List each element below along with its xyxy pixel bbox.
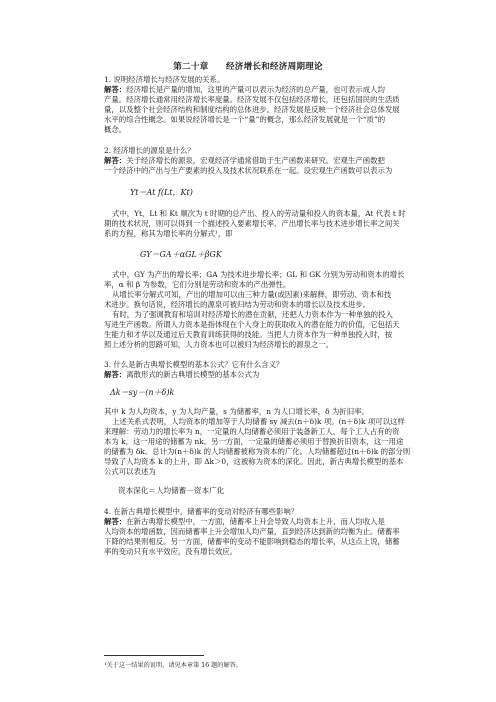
answer-2-para3-line-5: 写进生产函数。所谓人力资本是指体现在个人身上的获取收入的潜在能力的价值，它包括天 (104, 320, 400, 329)
answer-2-para3-line-4: 有时，为了强调教育和培训对经济增长的潜在贡献，还把人力资本作为一种单独的投入 (112, 310, 393, 319)
production-function-formula: Yt＝At f(Lt，Kt) (130, 188, 193, 197)
capital-deepening-formula: 资本深化＝人均储蓄－资本广化 (118, 486, 225, 495)
answer-1-line-0: 解答：经济增长是产量的增加，这里的产量可以表示为经济的总产量，也可表示成人均 (104, 85, 385, 94)
answer-2-para2-line-2: 系的方程，称其为增长率的分解式¹，即 (104, 229, 233, 238)
answer-label: 解答： (104, 156, 127, 165)
answer-2-para3-line-1: 率，α 和 β 为参数，它们分别是劳动和资本的产出弹性。 (104, 280, 291, 289)
question-4: 4. 在新古典增长模型中，储蓄率的变动对经济有哪些影响？ (104, 507, 299, 516)
answer-label: 解答： (104, 517, 127, 526)
answer-1-line-3: 水平的综合性概念。如果说经济增长是一个“量”的概念，那么经济发展就是一个“质”的 (104, 115, 386, 124)
answer-3-line-0: 解答：离散形式的新古典增长模型的基本公式为 (104, 370, 260, 379)
answer-2-para3-line-6: 生能力和才华以及通过后天教育训练获得的技能。当把人力资本作为一种单独投入时，按 (104, 330, 393, 339)
question-1: 1. 说明经济增长与经济发展的关系。 (104, 75, 225, 84)
answer-label: 解答： (104, 370, 127, 379)
footnote-divider (104, 655, 204, 656)
answer-1-line-1: 产量。经济增长通常用经济增长率度量。经济发展不仅包括经济增长，还包括国民的生活质 (104, 95, 400, 104)
neoclassical-growth-formula: Δk＝sy－(n＋δ)k (110, 388, 175, 397)
question-3: 3. 什么是新古典增长模型的基本公式？它有什么含义？ (104, 360, 284, 369)
answer-3-para2-line-4: 的储蓄为 δk。总计为(n＋δ)k 的人均储蓄被称为资本的广化。人均储蓄超过(n＋δ)k 的部分则 (104, 447, 411, 456)
question-2: 2. 经济增长的源泉是什么？ (104, 146, 195, 155)
answer-3-para2-line-3: 本为 k，这一用途的储蓄为 nk。另一方面，一定量的储蓄必须用于替换折旧资本，这一用途 (104, 437, 404, 446)
answer-3-para2-line-0: 其中 k 为人均资本，y 为人均产量，s 为储蓄率，n 为人口增长率，δ 为折旧率。 (104, 407, 369, 416)
answer-1-line-2: 量，以及整个社会经济结构和制度结构的总体进步。经济发展是反映一个经济社会总体发展 (104, 105, 400, 114)
answer-3-para2-line-5: 导致了人均资本 k 的上升，即 Δk＞0，这被称为资本的深化。因此，新古典增长模型的基本 (104, 457, 404, 466)
answer-4-line-3: 率的变动只有水平效应，没有增长效应。 (104, 547, 238, 556)
answer-2-para2-line-0: 式中，Yt、Lt 和 Kt 顺次为 t 时期的总产出、投入的劳动量和投入的资本量，At 代表 t 时 (112, 209, 406, 218)
answer-2-line-0: 解答：关于经济增长的源泉，宏观经济学通常借助于生产函数来研究。宏观生产函数把 (104, 156, 385, 165)
growth-decomposition-formula: GY＝GA＋αGL＋βGK (140, 250, 222, 259)
answer-2-para3-line-7: 照上述分析的思路可知，人力资本也可以被归为经济增长的源泉之一。 (104, 340, 334, 349)
answer-2-para2-line-1: 期的技术状况，则可以得到一个描述投入要素增长率、产出增长率与技术进步增长率之间关 (104, 219, 400, 228)
answer-2-para3-line-2: 从增长率分解式可知，产出的增加可以由三种力量(或因素)来解释，即劳动、资本和技 (112, 290, 392, 299)
answer-3-para2-line-6: 公式可以表述为 (104, 467, 156, 476)
answer-label: 解答： (104, 85, 127, 94)
answer-3-para2-line-2: 来理解：劳动力的增长率为 n，一定量的人均储蓄必须用于装备新工人，每个工人占有的资 (104, 427, 400, 436)
answer-2-para3-line-0: 式中，GY 为产出的增长率；GA 为技术进步增长率；GL 和 GK 分别为劳动和资本的增长 (112, 270, 405, 279)
answer-2-para3-line-3: 术进步。换句话说，经济增长的源泉可被归结为劳动和资本的增长以及技术进步。 (104, 300, 371, 309)
chapter-title: 第二十章 经济增长和经济周期理论 (173, 62, 323, 72)
answer-4-line-2: 下降的结果则相反。另一方面，储蓄率的变动不能影响到稳态的增长率，从这点上说，储蓄 (104, 537, 400, 546)
answer-4-line-1: 人均资本的增函数，因而储蓄率上升会增加人均产量，直到经济达到新的均衡为止。储蓄率 (104, 527, 400, 536)
answer-1-line-4: 概念。 (104, 125, 127, 134)
answer-2-line-1: 一个经济中的产出与生产要素的投入及技术状况联系在一起。设宏观生产函数可以表示为 (104, 166, 393, 175)
answer-3-para2-line-1: 上述关系式表明，人均资本的增加等于人均储蓄 sy 减去(n＋δ)k 项。(n＋δ)k 项可以这样 (112, 417, 405, 426)
answer-4-line-0: 解答：在新古典增长模型中，一方面，储蓄率上升会导致人均资本上升，而人均收入是 (104, 517, 385, 526)
footnote: ¹关于这一结果的说明，请见本章第 16 题的解答。 (104, 662, 243, 669)
